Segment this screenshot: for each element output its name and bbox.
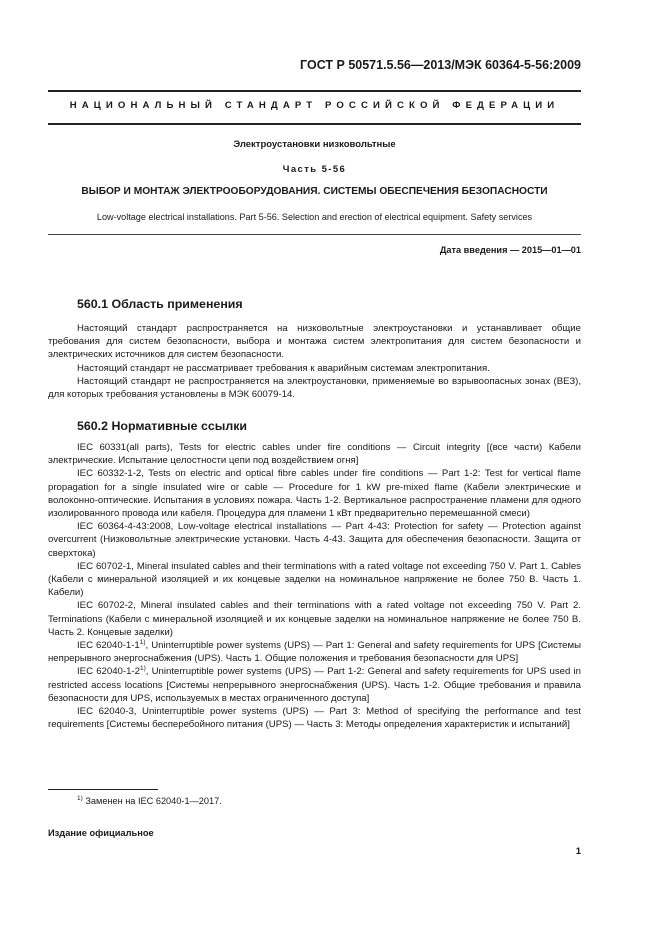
standard-number: ГОСТ Р 50571.5.56—2013/МЭК 60364-5-56:2009 bbox=[300, 58, 581, 72]
section-heading-scope: 560.1 Область применения bbox=[77, 297, 243, 311]
reference-item: IEC 62040-1-1$^{1)}$, Uninterruptible power systems (UPS) — Part 1: General and safety requirements for UPS [Системы непрерывного энергоснабжения (UPS). Часть 1. Общие положения и требования безопасности для UPS] bbox=[48, 639, 582, 665]
reference-item: IEC 60331(all parts), Tests for electric cables under fire conditions — Circuit integrity [(все части) Кабели электрические. Испытание целостности цепи под воздействием огня] bbox=[48, 442, 581, 467]
reference-item: IEC 60332-1-2, Tests on electric and optical fibre cables under fire conditions — Part 1-2: Test for vertical flame propagation for a single insulated wire or cable — Procedure for 1 kW pre-mixed flame (Кабели электрические и волоконно-оптические. Испытания в условиях пожара. Часть 1-2. Вертикальное распространение пламени для одного изолированного провода или кабеля. Процедура для пламени 1 кВт предварительно перемешанной смеси) bbox=[48, 468, 581, 520]
reference-item: IEC 62040-1-2$^{1)}$, Uninterruptible power systems (UPS) — Part 1-2: General and safety requirements for UPS used in restricted access locations [Системы непрерывного энергоснабжения (UPS). Часть 1-2. Общие требования и правила безопасности для UPS, используемых в местах ограниченного доступа] bbox=[48, 665, 581, 704]
paragraph: Настоящий стандарт распространяется на низковольтные электроустановки и устанавливает общие требования для систем безопасности, выбора и монтажа систем электропитания для систем безопасности и электрических источников для систем безопасности. bbox=[48, 323, 581, 361]
reference-item: IEC 60702-2, Mineral insulated cables and their terminations with a rated voltage not exceeding 750 V. Part 2. Terminations (Кабели с минеральной изоляцией и их концевые заделки на номинальное напряжение не более 750 В. Часть 2. Концевые заделки) bbox=[48, 600, 581, 638]
section-body-references bbox=[48, 441, 581, 731]
header-divider bbox=[48, 90, 581, 92]
reference-item: IEC 60364-4-43:2008, Low-voltage electrical installations — Part 4-43: Protection for safety — Protection against overcurrent (Низковольтные электрические установки. Часть 4-43. Защита для обеспечения безопасности. Защита от сверхтока) bbox=[48, 521, 581, 559]
footnote: $^{1)}$ Заменен на IEC 62040-1—2017. bbox=[77, 795, 222, 806]
page-number: 1 bbox=[575, 846, 581, 857]
document-english-title: Low-voltage electrical installations. Part 5-56. Selection and erection of electrical equipment. Safety services bbox=[96, 212, 533, 222]
paragraph: Настоящий стандарт не распространяется на электроустановки, применяемые во взрывоопасных зонах (ВЕЗ), для которых требования установлены в МЭК 60079-14. bbox=[48, 375, 581, 401]
footnote-marker: 1) bbox=[139, 665, 146, 673]
footnote-divider bbox=[48, 789, 158, 790]
document-part: Часть 5-56 bbox=[282, 164, 347, 175]
paragraph: Настоящий стандарт не рассматривает требования к аварийным системам электропитания. bbox=[77, 362, 490, 374]
footnote-marker: 1) bbox=[77, 795, 83, 802]
footnote-marker: 1) bbox=[139, 639, 146, 647]
banner-divider bbox=[48, 123, 581, 125]
title-divider bbox=[48, 234, 581, 235]
document-subtitle: Электроустановки низковольтные bbox=[233, 139, 396, 150]
reference-item: IEC 62040-3, Uninterruptible power systems (UPS) — Part 3: Method of specifying the performance and test requirements [Системы бесперебойного питания (UPS) — Часть 3: Методы определения характеристик и испытаний] bbox=[48, 706, 581, 731]
section-body-scope bbox=[48, 322, 581, 401]
reference-item: IEC 60702-1, Mineral insulated cables and their terminations with a rated voltage not exceeding 750 V. Part 1. Cables (Кабели с минеральной изоляцией и их концевые заделки на номинальное напряжение не более 750 В. Часть 1. Кабели) bbox=[48, 560, 581, 599]
section-heading-references: 560.2 Нормативные ссылки bbox=[77, 419, 248, 433]
national-standard-banner: НАЦИОНАЛЬНЫЙ СТАНДАРТ РОССИЙСКОЙ ФЕДЕРАЦИИ bbox=[69, 100, 560, 111]
official-edition-label: Издание официальное bbox=[48, 828, 154, 838]
document-title: ВЫБОР И МОНТАЖ ЭЛЕКТРООБОРУДОВАНИЯ. СИСТЕМЫ ОБЕСПЕЧЕНИЯ БЕЗОПАСНОСТИ bbox=[81, 186, 548, 197]
introduction-date: Дата введения — 2015—01—01 bbox=[439, 245, 581, 255]
